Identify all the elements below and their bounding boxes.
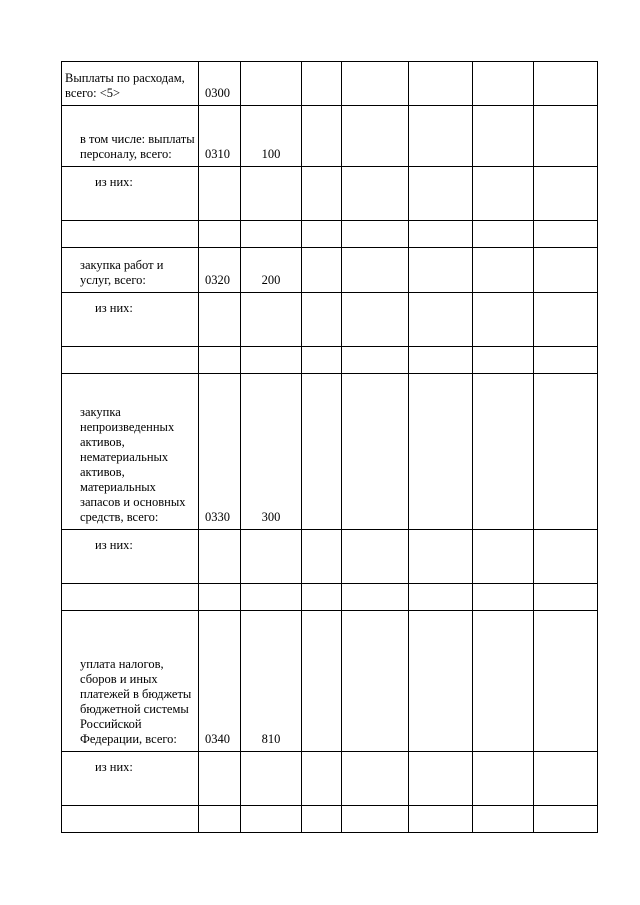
- row-name: [62, 347, 199, 374]
- value-cell: [473, 221, 534, 248]
- row-code: 0300: [199, 62, 241, 106]
- row-kbk: 810: [241, 611, 302, 752]
- value-cell: [409, 293, 473, 347]
- value-cell: [409, 752, 473, 806]
- value-cell: [302, 293, 342, 347]
- value-cell: [302, 806, 342, 833]
- value-cell: [473, 374, 534, 530]
- value-cell: [473, 347, 534, 374]
- value-cell: [342, 584, 409, 611]
- row-code: [199, 806, 241, 833]
- value-cell: [534, 347, 598, 374]
- row-kbk: [241, 167, 302, 221]
- value-cell: [409, 221, 473, 248]
- value-cell: [342, 248, 409, 293]
- value-cell: [409, 611, 473, 752]
- table-row: [62, 374, 598, 530]
- row-name: из них:: [62, 530, 199, 584]
- row-code: [199, 221, 241, 248]
- row-name: из них:: [62, 167, 199, 221]
- row-kbk: [241, 806, 302, 833]
- value-cell: [342, 106, 409, 167]
- value-cell: [302, 62, 342, 106]
- row-code: 0340: [199, 611, 241, 752]
- value-cell: [302, 530, 342, 584]
- value-cell: [409, 106, 473, 167]
- value-cell: [534, 106, 598, 167]
- expenditure-table: [61, 61, 598, 833]
- value-cell: [534, 374, 598, 530]
- table-row: [62, 530, 598, 584]
- value-cell: [409, 374, 473, 530]
- row-kbk: [241, 530, 302, 584]
- row-name: в том числе: выплаты персоналу, всего:: [62, 106, 199, 167]
- value-cell: [342, 806, 409, 833]
- row-code: [199, 530, 241, 584]
- table-row: [62, 293, 598, 347]
- value-cell: [534, 806, 598, 833]
- row-kbk: 100: [241, 106, 302, 167]
- value-cell: [302, 752, 342, 806]
- row-kbk: [241, 293, 302, 347]
- table-row: [62, 347, 598, 374]
- row-name: уплата налогов, сборов и иных платежей в бюджеты бюджетной системы Российской Федерации, всего:: [62, 611, 199, 752]
- table-row: [62, 248, 598, 293]
- value-cell: [534, 584, 598, 611]
- value-cell: [473, 530, 534, 584]
- value-cell: [473, 806, 534, 833]
- value-cell: [302, 611, 342, 752]
- value-cell: [534, 293, 598, 347]
- row-code: [199, 752, 241, 806]
- value-cell: [342, 62, 409, 106]
- value-cell: [409, 62, 473, 106]
- row-code: [199, 293, 241, 347]
- row-kbk: [241, 584, 302, 611]
- row-code: 0330: [199, 374, 241, 530]
- value-cell: [534, 62, 598, 106]
- row-code: [199, 167, 241, 221]
- row-code: 0320: [199, 248, 241, 293]
- value-cell: [534, 752, 598, 806]
- value-cell: [534, 167, 598, 221]
- value-cell: [302, 221, 342, 248]
- value-cell: [473, 752, 534, 806]
- row-kbk: [241, 221, 302, 248]
- value-cell: [534, 221, 598, 248]
- table-row: [62, 167, 598, 221]
- row-kbk: 300: [241, 374, 302, 530]
- value-cell: [409, 584, 473, 611]
- table-row: [62, 221, 598, 248]
- value-cell: [302, 248, 342, 293]
- value-cell: [473, 248, 534, 293]
- row-name: [62, 221, 199, 248]
- value-cell: [342, 611, 409, 752]
- row-code: 0310: [199, 106, 241, 167]
- value-cell: [302, 106, 342, 167]
- value-cell: [409, 167, 473, 221]
- value-cell: [302, 584, 342, 611]
- value-cell: [534, 530, 598, 584]
- value-cell: [473, 584, 534, 611]
- table-row: [62, 752, 598, 806]
- row-code: [199, 347, 241, 374]
- value-cell: [342, 293, 409, 347]
- table-row: [62, 106, 598, 167]
- table-row: [62, 611, 598, 752]
- row-name: закупка непроизведенных активов, нематериальных активов, материальных запасов и основных средств, всего:: [62, 374, 199, 530]
- row-kbk: 200: [241, 248, 302, 293]
- value-cell: [473, 106, 534, 167]
- row-name: закупка работ и услуг, всего:: [62, 248, 199, 293]
- row-kbk: [241, 347, 302, 374]
- value-cell: [342, 221, 409, 248]
- value-cell: [409, 248, 473, 293]
- value-cell: [342, 752, 409, 806]
- table-row: [62, 584, 598, 611]
- value-cell: [342, 347, 409, 374]
- value-cell: [409, 347, 473, 374]
- row-kbk: [241, 752, 302, 806]
- value-cell: [534, 248, 598, 293]
- value-cell: [534, 611, 598, 752]
- value-cell: [302, 374, 342, 530]
- value-cell: [409, 806, 473, 833]
- value-cell: [473, 62, 534, 106]
- value-cell: [342, 167, 409, 221]
- value-cell: [342, 374, 409, 530]
- table-row: [62, 62, 598, 106]
- value-cell: [302, 347, 342, 374]
- value-cell: [342, 530, 409, 584]
- row-name: из них:: [62, 752, 199, 806]
- value-cell: [473, 293, 534, 347]
- row-code: [199, 584, 241, 611]
- row-name: [62, 806, 199, 833]
- row-kbk: [241, 62, 302, 106]
- row-name: [62, 584, 199, 611]
- value-cell: [302, 167, 342, 221]
- table-row: [62, 806, 598, 833]
- value-cell: [473, 167, 534, 221]
- value-cell: [473, 611, 534, 752]
- row-name: из них:: [62, 293, 199, 347]
- row-name: Выплаты по расходам, всего: <5>: [62, 62, 199, 106]
- value-cell: [409, 530, 473, 584]
